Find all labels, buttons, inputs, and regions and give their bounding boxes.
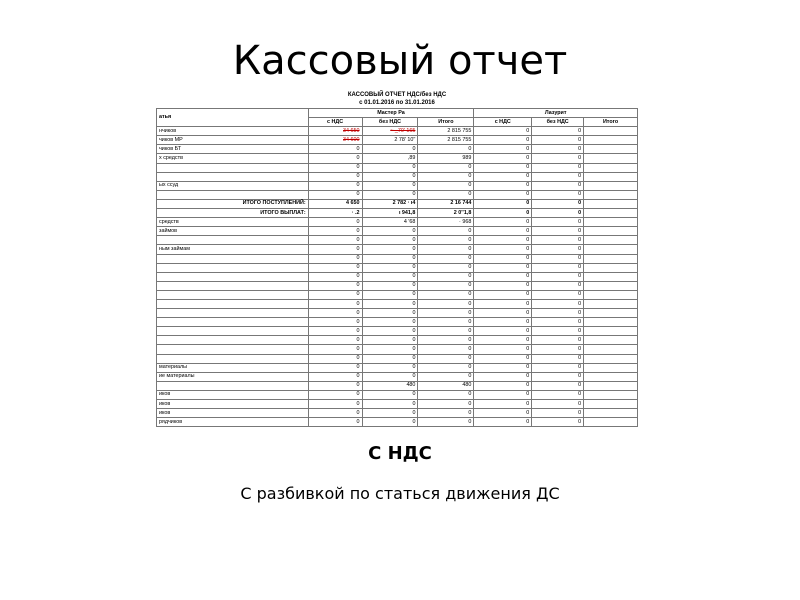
table-cell: 0 xyxy=(308,381,362,390)
table-cell: 0 xyxy=(308,163,362,172)
table-cell: 0 xyxy=(308,254,362,263)
column-header: без НДС xyxy=(362,118,418,127)
table-cell xyxy=(584,290,638,299)
table-row xyxy=(157,327,638,336)
table-row xyxy=(157,163,638,172)
table-cell: 2 0''1,8 xyxy=(418,209,474,218)
table-cell xyxy=(584,281,638,290)
table-cell xyxy=(584,227,638,236)
table-cell: 0 xyxy=(308,418,362,427)
table-cell: 0 xyxy=(532,327,584,336)
table-cell: ~ _70' 165 xyxy=(362,127,418,136)
column-header: без НДС xyxy=(532,118,584,127)
table-cell: · .2 xyxy=(308,209,362,218)
table-cell: 480 xyxy=(418,381,474,390)
row-label xyxy=(157,190,309,199)
table-cell: 0 xyxy=(362,190,418,199)
row-label: иков xyxy=(157,390,309,399)
report-spreadsheet xyxy=(156,91,638,425)
table-row xyxy=(157,263,638,272)
table-cell: 0 xyxy=(362,254,418,263)
table-cell: 0 xyxy=(418,363,474,372)
table-row xyxy=(157,290,638,299)
table-cell: 0 xyxy=(532,190,584,199)
row-label xyxy=(157,345,309,354)
table-cell: 0 xyxy=(532,381,584,390)
table-cell: 0 xyxy=(474,236,532,245)
table-cell: 0 xyxy=(418,309,474,318)
table-cell: 0 xyxy=(474,409,532,418)
column-header: с НДС xyxy=(474,118,532,127)
table-cell: 0 xyxy=(362,327,418,336)
table-cell: 0 xyxy=(532,154,584,163)
table-row xyxy=(157,145,638,154)
table-cell xyxy=(584,136,638,145)
table-cell: 0 xyxy=(532,400,584,409)
table-cell: 0 xyxy=(362,418,418,427)
table-cell: 0 xyxy=(362,318,418,327)
table-row xyxy=(157,372,638,381)
table-cell: 0 xyxy=(418,245,474,254)
table-cell: 0 xyxy=(474,363,532,372)
table-cell: 0 xyxy=(474,381,532,390)
table-cell: 0 xyxy=(474,400,532,409)
table-cell: 0 xyxy=(532,145,584,154)
table-cell xyxy=(584,309,638,318)
table-cell xyxy=(584,363,638,372)
table-cell: 0 xyxy=(308,318,362,327)
row-label xyxy=(157,354,309,363)
column-header-article: атья xyxy=(157,109,309,127)
table-cell: 0 xyxy=(418,290,474,299)
table-row xyxy=(157,254,638,263)
table-cell: 0 xyxy=(308,400,362,409)
row-label xyxy=(157,163,309,172)
table-cell: 0 xyxy=(532,163,584,172)
table-cell: 0 xyxy=(418,236,474,245)
table-cell: 0 xyxy=(362,363,418,372)
table-cell: 0 xyxy=(474,390,532,399)
table-cell xyxy=(584,199,638,208)
table-cell: 0 xyxy=(532,227,584,236)
table-cell: 0 xyxy=(532,281,584,290)
report-title: КАССОВЫЙ ОТЧЕТ НДС/без НДС xyxy=(347,92,447,98)
table-row xyxy=(157,390,638,399)
row-label: рядчиков xyxy=(157,418,309,427)
table-row xyxy=(157,236,638,245)
table-cell: 0 xyxy=(532,354,584,363)
table-cell: 0 xyxy=(418,318,474,327)
table-cell xyxy=(584,263,638,272)
table-cell: 0 xyxy=(474,172,532,181)
table-cell xyxy=(584,318,638,327)
table-cell: 0 xyxy=(418,263,474,272)
table-cell: 0 xyxy=(532,209,584,218)
table-row xyxy=(157,336,638,345)
table-cell xyxy=(584,372,638,381)
table-cell: 0 xyxy=(474,136,532,145)
table-cell: 0 xyxy=(474,209,532,218)
table-cell: 0 xyxy=(308,263,362,272)
table-row xyxy=(157,309,638,318)
table-cell: 0 xyxy=(418,281,474,290)
table-cell: 0 xyxy=(308,172,362,181)
table-cell: 989 xyxy=(418,154,474,163)
table-cell: 0 xyxy=(532,309,584,318)
table-cell: 0 xyxy=(532,127,584,136)
row-label xyxy=(157,281,309,290)
table-cell: 0 xyxy=(474,372,532,381)
table-header-row xyxy=(157,109,638,118)
table-cell: 0 xyxy=(308,154,362,163)
table-cell xyxy=(584,390,638,399)
table-cell: 0 xyxy=(308,190,362,199)
table-cell: 0 xyxy=(474,336,532,345)
table-cell: 0 xyxy=(308,290,362,299)
table-cell: 0 xyxy=(418,400,474,409)
table-cell: 0 xyxy=(474,290,532,299)
table-cell xyxy=(584,400,638,409)
row-label: ным займам xyxy=(157,245,309,254)
table-cell: 0 xyxy=(474,199,532,208)
table-cell: 0 xyxy=(474,154,532,163)
table-cell: ,89 xyxy=(362,154,418,163)
row-label: чиков МР xyxy=(157,136,309,145)
table-cell: 0 xyxy=(474,263,532,272)
table-cell: 0 xyxy=(474,327,532,336)
table-cell: 0 xyxy=(418,272,474,281)
table-cell xyxy=(584,354,638,363)
table-cell xyxy=(584,145,638,154)
table-cell xyxy=(584,299,638,308)
table-cell: 0 xyxy=(308,181,362,190)
table-cell: 0 xyxy=(308,390,362,399)
table-cell: 0 xyxy=(308,345,362,354)
table-cell: 34 650 xyxy=(308,127,362,136)
table-cell: 0 xyxy=(362,181,418,190)
slide-caption: С разбивкой по статься движения ДС xyxy=(240,484,560,503)
table-cell: 4 650 xyxy=(308,199,362,208)
table-cell: 0 xyxy=(474,318,532,327)
table-row xyxy=(157,409,638,418)
table-cell: 0 xyxy=(362,163,418,172)
row-label xyxy=(157,336,309,345)
row-label xyxy=(157,290,309,299)
table-cell: 0 xyxy=(418,418,474,427)
table-row xyxy=(157,154,638,163)
table-row xyxy=(157,227,638,236)
table-cell: 0 xyxy=(474,354,532,363)
table-cell: 0 xyxy=(308,372,362,381)
table-cell: 0 xyxy=(474,218,532,227)
table-row xyxy=(157,318,638,327)
row-label: займов xyxy=(157,227,309,236)
table-cell: 0 xyxy=(362,172,418,181)
row-label xyxy=(157,272,309,281)
table-cell xyxy=(584,245,638,254)
slide-title: Кассовый отчет xyxy=(232,38,568,84)
table-cell: 0 xyxy=(362,290,418,299)
table-cell: 0 xyxy=(532,409,584,418)
table-cell: 0 xyxy=(308,409,362,418)
table-cell: 0 xyxy=(532,372,584,381)
table-cell: 0 xyxy=(362,299,418,308)
table-cell xyxy=(584,154,638,163)
table-cell: 0 xyxy=(532,336,584,345)
table-row xyxy=(157,127,638,136)
table-cell: 4 '68 xyxy=(362,218,418,227)
table-cell: 0 xyxy=(418,327,474,336)
table-row xyxy=(157,190,638,199)
table-cell: 0 xyxy=(418,354,474,363)
table-row xyxy=(157,181,638,190)
table-cell: 2 78' 10'' xyxy=(362,136,418,145)
table-cell xyxy=(584,345,638,354)
table-cell xyxy=(584,236,638,245)
table-cell: 0 xyxy=(418,190,474,199)
table-cell: 0 xyxy=(532,290,584,299)
table-cell: 0 xyxy=(362,263,418,272)
table-cell xyxy=(584,209,638,218)
row-label xyxy=(157,254,309,263)
row-label: ие материалы xyxy=(157,372,309,381)
table-cell: 0 xyxy=(532,218,584,227)
table-cell: · 968 xyxy=(418,218,474,227)
table-cell: 0 xyxy=(362,390,418,399)
table-cell: 0 xyxy=(474,345,532,354)
table-cell: 0 xyxy=(474,190,532,199)
table-cell: 0 xyxy=(532,236,584,245)
table-cell: 0 xyxy=(308,309,362,318)
table-cell: 0 xyxy=(308,354,362,363)
table-cell: ι 941,8 xyxy=(362,209,418,218)
table-row xyxy=(157,172,638,181)
table-cell xyxy=(584,172,638,181)
table-cell: 0 xyxy=(532,345,584,354)
table-cell: 0 xyxy=(362,236,418,245)
row-label xyxy=(157,309,309,318)
table-cell: 0 xyxy=(418,254,474,263)
table-cell: 0 xyxy=(308,336,362,345)
row-label xyxy=(157,236,309,245)
table-row xyxy=(157,245,638,254)
table-cell: 0 xyxy=(532,390,584,399)
table-cell: 0 xyxy=(362,400,418,409)
table-cell: 0 xyxy=(418,163,474,172)
table-cell: 0 xyxy=(362,345,418,354)
table-cell: 0 xyxy=(532,136,584,145)
table-row xyxy=(157,354,638,363)
table-row xyxy=(157,199,638,208)
table-row xyxy=(157,345,638,354)
table-cell: 0 xyxy=(418,181,474,190)
table-cell: 0 xyxy=(418,345,474,354)
table-cell: 0 xyxy=(418,299,474,308)
row-label: ых ссуд xyxy=(157,181,309,190)
table-cell xyxy=(584,127,638,136)
slide-subtitle: С НДС xyxy=(368,443,432,464)
row-label: иков xyxy=(157,400,309,409)
row-label xyxy=(157,327,309,336)
row-label: х средств xyxy=(157,154,309,163)
table-cell: 0 xyxy=(418,172,474,181)
table-cell: 0 xyxy=(532,363,584,372)
table-cell: 0 xyxy=(418,336,474,345)
table-cell: 0 xyxy=(362,245,418,254)
table-cell: 0 xyxy=(532,245,584,254)
table-cell: 0 xyxy=(362,281,418,290)
table-cell: 0 xyxy=(418,145,474,154)
table-cell: 34 600 xyxy=(308,136,362,145)
table-cell xyxy=(584,418,638,427)
table-cell xyxy=(584,327,638,336)
table-cell: 0 xyxy=(474,299,532,308)
row-label xyxy=(157,263,309,272)
table-cell: 0 xyxy=(532,418,584,427)
row-label: ИТОГО ПОСТУПЛЕНИЙ: xyxy=(157,199,309,208)
table-cell: 0 xyxy=(362,372,418,381)
table-cell xyxy=(584,190,638,199)
table-cell: 0 xyxy=(474,309,532,318)
table-cell: 0 xyxy=(474,181,532,190)
table-row xyxy=(157,381,638,390)
table-cell: 0 xyxy=(532,181,584,190)
table-cell: 0 xyxy=(308,363,362,372)
table-cell: 0 xyxy=(362,272,418,281)
table-cell: 0 xyxy=(532,199,584,208)
table-cell: 480 xyxy=(362,381,418,390)
table-cell: 0 xyxy=(474,145,532,154)
table-cell: 0 xyxy=(474,254,532,263)
row-label: материалы xyxy=(157,363,309,372)
table-cell xyxy=(584,181,638,190)
table-cell xyxy=(584,272,638,281)
table-row xyxy=(157,363,638,372)
table-cell xyxy=(584,336,638,345)
table-cell: 0 xyxy=(532,263,584,272)
table-cell xyxy=(584,218,638,227)
table-cell xyxy=(584,409,638,418)
table-cell: 0 xyxy=(474,245,532,254)
table-cell: 0 xyxy=(362,354,418,363)
column-header: Итого xyxy=(584,118,638,127)
table-row xyxy=(157,136,638,145)
table-cell: 0 xyxy=(308,272,362,281)
table-cell: 0 xyxy=(308,236,362,245)
table-cell: 0 xyxy=(474,418,532,427)
table-cell: 0 xyxy=(418,409,474,418)
row-label xyxy=(157,318,309,327)
table-cell: 0 xyxy=(308,218,362,227)
table-cell: 0 xyxy=(474,227,532,236)
report-period: с 01.01.2016 по 31.01.2016 xyxy=(359,100,435,106)
column-header: Итого xyxy=(418,118,474,127)
table-cell: 0 xyxy=(308,245,362,254)
row-label: нчиков xyxy=(157,127,309,136)
table-row xyxy=(157,281,638,290)
table-cell: 0 xyxy=(308,281,362,290)
table-row xyxy=(157,209,638,218)
table-cell: 0 xyxy=(532,272,584,281)
column-header: с НДС xyxy=(308,118,362,127)
row-label: средств xyxy=(157,218,309,227)
group-header: Мастер Ра xyxy=(308,109,474,118)
row-label: ИТОГО ВЫПЛАТ: xyxy=(157,209,309,218)
table-cell: 0 xyxy=(362,409,418,418)
table-cell: 0 xyxy=(362,309,418,318)
table-cell xyxy=(584,254,638,263)
table-cell: 0 xyxy=(474,127,532,136)
table-cell: 0 xyxy=(308,299,362,308)
table-cell: 0 xyxy=(308,145,362,154)
table-cell xyxy=(584,163,638,172)
table-cell: 2 815 755 xyxy=(418,136,474,145)
table-cell: 0 xyxy=(532,254,584,263)
table-cell: 0 xyxy=(532,172,584,181)
report-table xyxy=(156,108,638,427)
table-cell: 2 815 755 xyxy=(418,127,474,136)
table-cell: 0 xyxy=(418,227,474,236)
table-cell xyxy=(584,381,638,390)
row-label xyxy=(157,381,309,390)
table-cell: 0 xyxy=(532,299,584,308)
table-cell: 0 xyxy=(532,318,584,327)
table-cell: 0 xyxy=(474,163,532,172)
group-header: Лазурит xyxy=(474,109,638,118)
table-cell: 2 782 · ı4 xyxy=(362,199,418,208)
table-cell: 0 xyxy=(308,327,362,336)
table-row xyxy=(157,218,638,227)
table-cell: 0 xyxy=(362,145,418,154)
table-row xyxy=(157,418,638,427)
table-cell: 0 xyxy=(362,336,418,345)
row-label: чиков БТ xyxy=(157,145,309,154)
row-label: иков xyxy=(157,409,309,418)
table-cell: 0 xyxy=(418,372,474,381)
row-label xyxy=(157,172,309,181)
table-cell: 0 xyxy=(474,272,532,281)
table-cell: 0 xyxy=(362,227,418,236)
table-cell: 0 xyxy=(474,281,532,290)
table-cell: 0 xyxy=(308,227,362,236)
table-row xyxy=(157,299,638,308)
row-label xyxy=(157,299,309,308)
table-cell: 0 xyxy=(418,390,474,399)
table-row xyxy=(157,272,638,281)
table-cell: 2 16 744 xyxy=(418,199,474,208)
table-row xyxy=(157,400,638,409)
